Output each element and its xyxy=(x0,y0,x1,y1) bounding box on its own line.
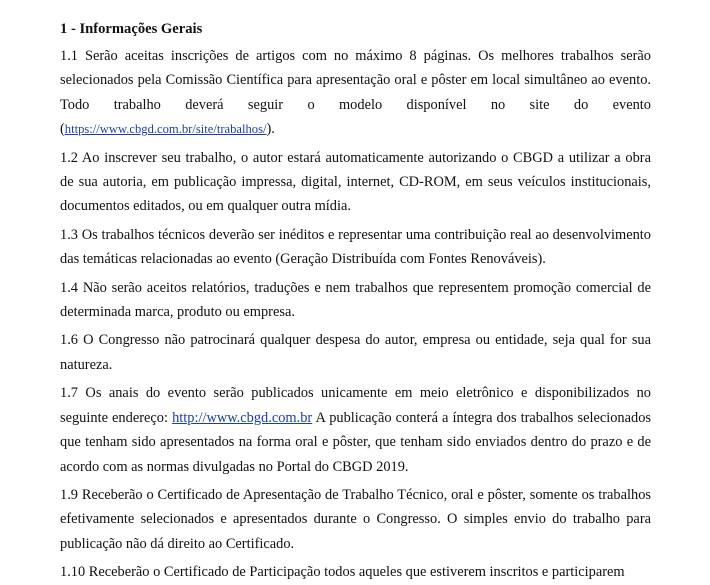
paragraph-1-4: 1.4 Não serão aceitos relatórios, traduções e nem trabalhos que representem promoção comercial de determinada marca, produto ou empresa. xyxy=(60,279,651,321)
paragraph-1-2: 1.2 Ao inscrever seu trabalho, o autor estará automaticamente autorizando o CBGD a utilizar a obra de sua autoria, em publicação impressa, digital, internet, CD-ROM, em seus veículos institucionais, documentos editados, ou em qualquer outra mídia. xyxy=(60,149,651,215)
paragraph-1-3: 1.3 Os trabalhos técnicos deverão ser inéditos e representar uma contribuição real ao desenvolvimento das temáticas relacionadas ao evento (Geração Distribuída com Fontes Renováveis). xyxy=(60,226,651,268)
paragraph-1-7-tail: A publicação conterá a íntegra dos trabalhos selecionados que tenham sido apresentados na forma oral e pôster, que tenham sido enviados dentro do prazo e de acordo com as normas divulgadas no Portal do CBGD 2019. xyxy=(60,409,651,475)
paragraph-1-6: 1.6 O Congresso não patrocinará qualquer despesa do autor, empresa ou entidade, seja qual for sua natureza. xyxy=(60,332,651,373)
paragraph-1-9: 1.9 Receberão o Certificado de Apresentação de Trabalho Técnico, oral e pôster, somente os trabalhos efetivamente selecionados e apresentados durante o Congresso. O simples envio do trabalho para publicação não dá direito ao Certificado. xyxy=(60,486,651,552)
paragraph-1-1 xyxy=(60,44,651,142)
trabalhos-link[interactable]: https://www.cbgd.com.br/site/trabalhos/ xyxy=(64,122,267,137)
section-heading: 1 - Informações Gerais xyxy=(60,21,203,37)
paragraph-1-10: 1.10 Receberão o Certificado de Participação todos aqueles que estiverem inscritos e participarem xyxy=(60,564,625,581)
paragraph-1-1-text: 1.1 Serão aceitas inscrições de artigos com no máximo 8 páginas. Os melhores trabalhos serão selecionados pela Comissão Científica para apresentação oral e pôster em local simultâneo ao evento. Todo trabalho deverá seguir o modelo disponível no site do evento ( xyxy=(60,48,651,138)
paragraph-1-7 xyxy=(60,381,651,479)
paragraph-1-1-tail: ). xyxy=(266,121,275,138)
paragraph-1-7-text: 1.7 Os anais do evento serão publicados unicamente em meio eletrônico e disponibilizados no seguinte endereço: xyxy=(60,385,651,426)
cbgd-link[interactable]: http://www.cbgd.com.br xyxy=(172,409,313,426)
